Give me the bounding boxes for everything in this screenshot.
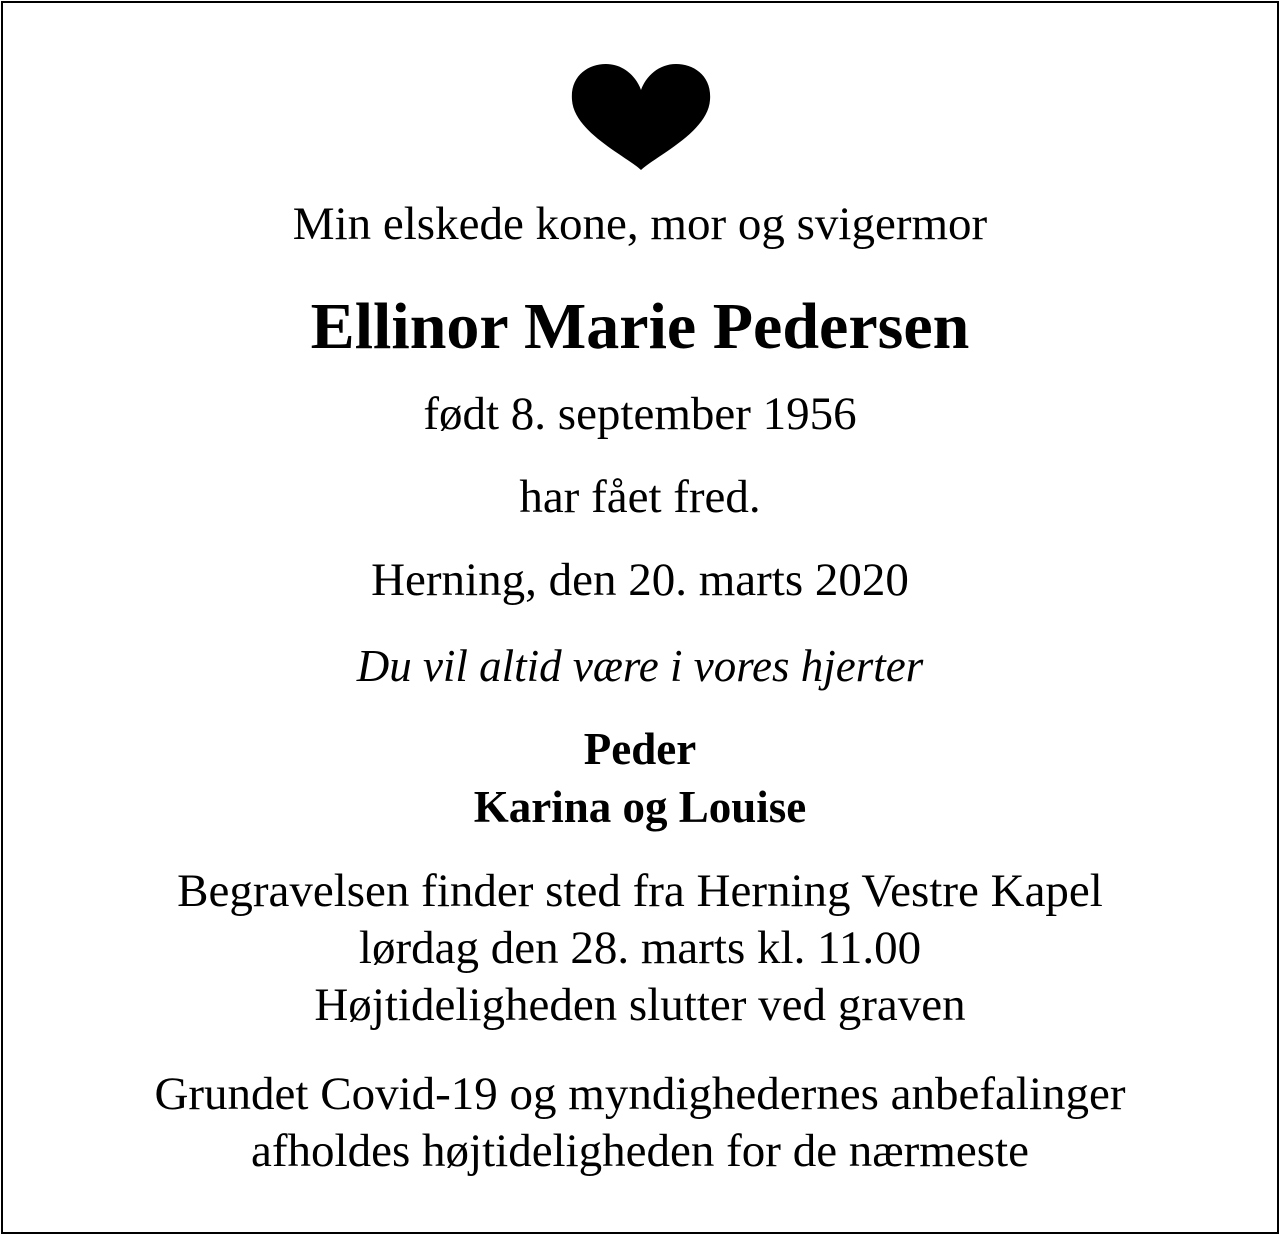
- covid-note-line: Grundet Covid-19 og myndighedernes anbefalinger: [154, 1068, 1126, 1120]
- heart-icon: [566, 62, 716, 172]
- covid-note-line: afholdes højtideligheden for de nærmeste: [251, 1125, 1029, 1177]
- deceased-name: Ellinor Marie Pedersen: [310, 290, 970, 363]
- funeral-info-line: Begravelsen finder sted fra Herning Vestre Kapel: [177, 865, 1103, 917]
- memorial-motto: Du vil altid være i vores hjerter: [356, 641, 924, 691]
- place-and-date: Herning, den 20. marts 2020: [371, 554, 909, 606]
- signatory: Peder: [583, 724, 697, 774]
- signatory: Karina og Louise: [473, 782, 807, 832]
- funeral-info-line: Højtideligheden slutter ved graven: [314, 979, 966, 1031]
- notice-border: [1, 1, 1279, 1234]
- intro-text: Min elskede kone, mor og svigermor: [292, 198, 988, 250]
- funeral-info-line: lørdag den 28. marts kl. 11.00: [358, 922, 922, 974]
- peace-text: har fået fred.: [519, 471, 761, 523]
- birth-date: født 8. september 1956: [423, 388, 857, 440]
